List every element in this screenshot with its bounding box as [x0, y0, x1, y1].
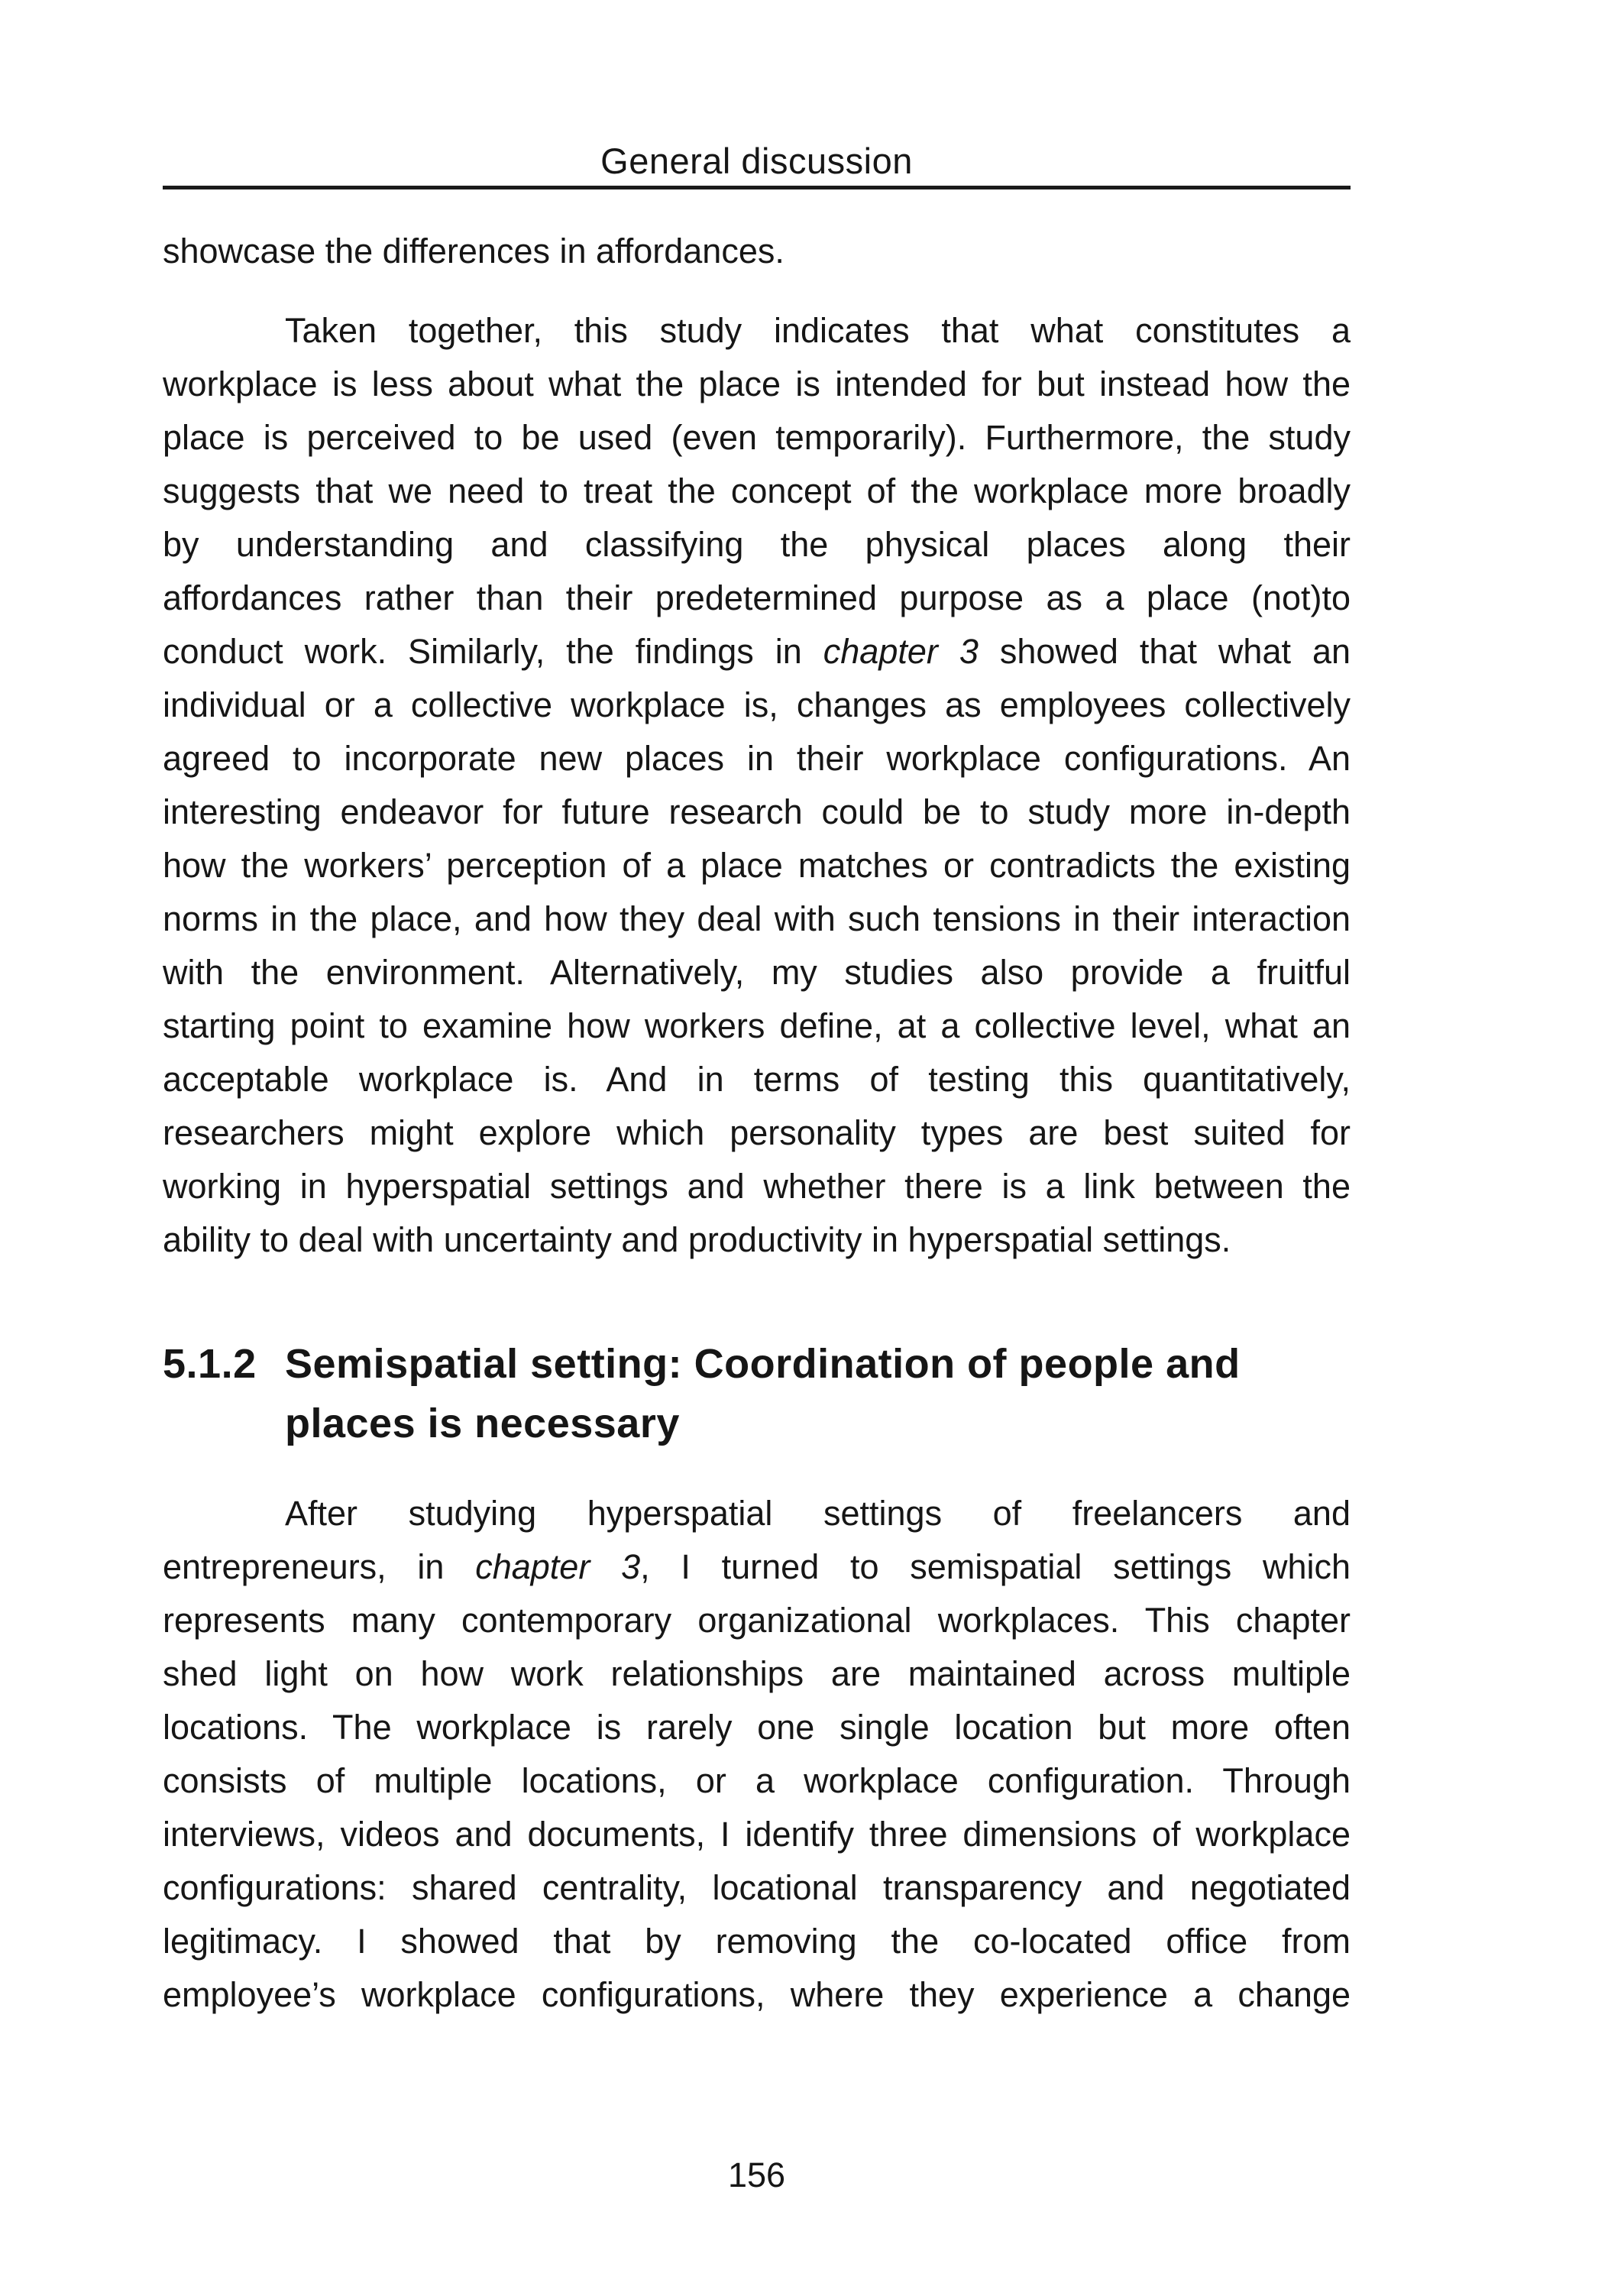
text-segment: starting point to examine how workers define, at a collective level, what an	[163, 1006, 1351, 1045]
text-segment: After studying hyperspatial settings of freelancers and	[285, 1494, 1351, 1533]
text-line	[163, 572, 1351, 625]
italic-text: chapter 3	[823, 632, 979, 671]
text-segment: entrepreneurs, in	[163, 1547, 476, 1586]
text-segment: showed that what an	[978, 632, 1351, 671]
text-segment: Taken together, this study indicates that what constitutes a	[285, 311, 1351, 350]
text-segment: affordances rather than their predetermined purpose as a place (not)to	[163, 578, 1351, 617]
text-line	[163, 732, 1351, 785]
text-line	[163, 839, 1351, 892]
heading-line: places is necessary	[285, 1401, 680, 1446]
text-segment: , I turned to semispatial settings which	[640, 1547, 1351, 1586]
text-line	[163, 358, 1351, 411]
text-line	[163, 304, 1351, 358]
text-line	[163, 465, 1351, 518]
text-segment: ability to deal with uncertainty and productivity in hyperspatial settings.	[163, 1220, 1231, 1259]
text-segment: acceptable workplace is. And in terms of testing this quantitatively,	[163, 1060, 1351, 1099]
text-segment: showcase the differences in affordances.	[163, 232, 785, 270]
text-segment: how the workers’ perception of a place matches or contradicts the existing	[163, 846, 1351, 885]
text-segment: agreed to incorporate new places in their workplace configurations. An	[163, 739, 1351, 778]
text-line	[163, 999, 1351, 1053]
text-line	[163, 518, 1351, 572]
header-rule	[163, 186, 1351, 189]
text-segment: norms in the place, and how they deal with such tensions in their interaction	[163, 899, 1351, 938]
text-line	[163, 411, 1351, 465]
text-line	[163, 892, 1351, 946]
text-segment: researchers might explore which personality types are best suited for	[163, 1113, 1351, 1152]
text-segment: interviews, videos and documents, I identify three dimensions of workplace	[163, 1815, 1351, 1854]
text-column	[163, 0, 1351, 2022]
text-segment: represents many contemporary organizational workplaces. This chapter	[163, 1601, 1351, 1640]
text-segment: place is perceived to be used (even temporarily). Furthermore, the study	[163, 418, 1351, 457]
running-header: General discussion	[600, 141, 913, 181]
text-line	[163, 1213, 1351, 1267]
text-line	[163, 1915, 1351, 1968]
section-heading	[163, 1334, 1351, 1453]
text-line	[163, 1808, 1351, 1861]
heading-line: Semispatial setting: Coordination of people and	[285, 1341, 1241, 1387]
text-line	[163, 1160, 1351, 1213]
text-segment: locations. The workplace is rarely one single location but more often	[163, 1708, 1351, 1747]
text-line	[163, 946, 1351, 999]
text-line	[163, 1701, 1351, 1754]
text-segment: conduct work. Similarly, the findings in	[163, 632, 823, 671]
text-segment: individual or a collective workplace is, changes as employees collectively	[163, 685, 1351, 724]
text-segment: configurations: shared centrality, locational transparency and negotiated	[163, 1868, 1351, 1907]
paragraph	[163, 304, 1351, 1267]
paragraph	[163, 225, 1351, 278]
text-segment: with the environment. Alternatively, my studies also provide a fruitful	[163, 953, 1351, 992]
text-segment: by understanding and classifying the physical places along their	[163, 525, 1351, 564]
text-segment: legitimacy. I showed that by removing the co-located office from	[163, 1922, 1351, 1961]
text-line	[163, 225, 1351, 278]
text-line	[163, 1106, 1351, 1160]
page-number: 156	[727, 2155, 786, 2194]
text-line	[163, 625, 1351, 679]
section-number: 5.1.2	[163, 1341, 257, 1387]
paragraph	[163, 1487, 1351, 2022]
italic-text: chapter 3	[475, 1547, 641, 1586]
text-line	[163, 1968, 1351, 2022]
text-line	[163, 1487, 1351, 1540]
text-line	[163, 1647, 1351, 1701]
text-segment: suggests that we need to treat the concept of the workplace more broadly	[163, 471, 1351, 510]
text-line	[163, 1053, 1351, 1106]
text-line	[163, 1754, 1351, 1808]
text-line	[163, 785, 1351, 839]
text-segment: working in hyperspatial settings and whether there is a link between the	[163, 1167, 1351, 1206]
text-segment: workplace is less about what the place is intended for but instead how the	[163, 364, 1351, 403]
text-segment: interesting endeavor for future research could be to study more in-depth	[163, 792, 1351, 831]
text-segment: shed light on how work relationships are maintained across multiple	[163, 1654, 1351, 1693]
text-line	[163, 1861, 1351, 1915]
text-line	[163, 679, 1351, 732]
text-line	[163, 1594, 1351, 1647]
text-line	[163, 1540, 1351, 1594]
text-segment: employee’s workplace configurations, where they experience a change	[163, 1975, 1351, 2014]
heading-lines	[285, 1334, 1351, 1453]
content	[163, 225, 1351, 2022]
text-segment: consists of multiple locations, or a workplace configuration. Through	[163, 1761, 1351, 1800]
